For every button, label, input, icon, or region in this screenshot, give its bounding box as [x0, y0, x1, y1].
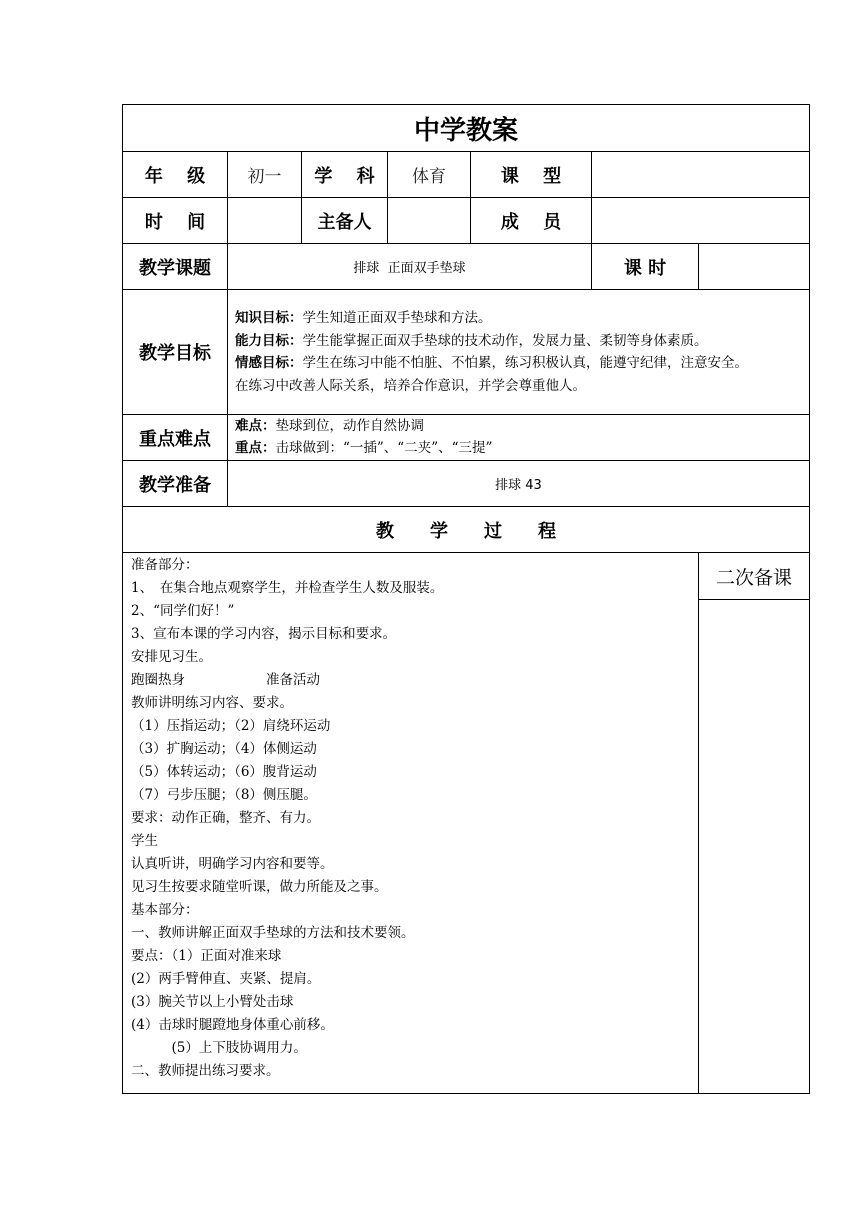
lesson-type-label: 课 型: [470, 151, 592, 198]
difficulty-label: 难点：: [235, 418, 276, 434]
process-line: (3）腕关节以上小臂处击球: [131, 994, 294, 1010]
secondary-prep-area: [698, 599, 810, 1094]
keypoints-content: [227, 414, 810, 461]
process-line: 要求：动作正确，整齐、有力。: [131, 810, 320, 826]
key-line: [235, 437, 803, 459]
process-header: 教 学 过 程: [122, 506, 810, 553]
ability-goal: [235, 330, 803, 353]
time-value: [227, 197, 302, 244]
knowledge-goal-text: 学生知道正面双手垫球和方法。: [302, 310, 492, 326]
knowledge-goal-label: 知识目标：: [235, 310, 303, 326]
process-line: 要点：（1）正面对准来球: [131, 948, 282, 964]
difficulty-line: [235, 415, 803, 437]
process-line: 跑圈热身 准备活动: [131, 672, 320, 688]
document-title: 中学教案: [122, 104, 810, 152]
process-line: (2）两手臂伸直、夹紧、提肩。: [131, 971, 321, 987]
ability-goal-text: 学生能掌握正面双手垫球的技术动作，发展力量、柔韧等身体素质。: [302, 332, 708, 349]
process-line: （1）压指运动；（2）肩绕环运动: [131, 718, 331, 734]
process-line: 教师讲明练习内容、要求。: [131, 695, 293, 711]
difficulty-text: 垫球到位，动作自然协调: [275, 418, 424, 434]
process-line: 基本部分：: [131, 902, 199, 918]
lesson-type-value: [591, 151, 810, 198]
process-line: （3）扩胸运动；（4）体侧运动: [131, 741, 317, 757]
time-label: 时 间: [122, 197, 228, 244]
subject-label: 学 科: [301, 151, 388, 198]
keypoints-label: 重点难点: [122, 414, 228, 461]
emotion-goal-text: 学生在练习中能不怕脏、不怕累，练习积极认真，能遵守纪律，注意安全。: [302, 355, 748, 371]
grade-label: 年 级: [122, 151, 228, 198]
process-line: 认真听讲，明确学习内容和要等。: [131, 856, 334, 872]
process-line: 一、教师讲解正面双手垫球的方法和技术要领。: [131, 925, 415, 941]
period-label: 课 时: [591, 243, 699, 290]
process-line: (5）上下肢协调用力。: [131, 1040, 307, 1056]
grade-value: 初一: [227, 151, 302, 198]
goals-content: [227, 289, 810, 415]
process-line: 准备部分：: [131, 557, 199, 573]
emotion-goal-continued: 在练习中改善人际关系，培养合作意识，并学会尊重他人。: [235, 377, 586, 394]
process-line: 见习生按要求随堂听课，做力所能及之事。: [131, 879, 388, 895]
goals-label: 教学目标: [122, 289, 228, 415]
process-line: 二、教师提出练习要求。: [131, 1063, 280, 1079]
process-line: (4）击球时腿蹬地身体重心前移。: [131, 1017, 334, 1033]
topic-value: 排球 正面双手垫球: [227, 243, 592, 290]
process-line: 学生: [131, 833, 158, 849]
emotion-goal-label: 情感目标：: [235, 355, 303, 371]
key-label: 重点：: [235, 440, 276, 456]
prep-value: 排球 43: [227, 460, 810, 507]
process-line: （5）体转运动；（6）腹背运动: [131, 764, 317, 780]
process-line: 1、 在集合地点观察学生，并检查学生人数及服装。: [131, 580, 444, 596]
process-lines: [131, 554, 692, 1083]
key-text: 击球做到：“一插”、“二夹”、“三提”: [275, 440, 493, 456]
emotion-goal: [235, 352, 803, 375]
ability-goal-label: 能力目标：: [235, 332, 303, 349]
members-label: 成 员: [470, 197, 592, 244]
preparer-label: 主备人: [301, 197, 388, 244]
knowledge-goal: [235, 307, 803, 330]
topic-label: 教学课题: [122, 243, 228, 290]
secondary-prep-label: 二次备课: [698, 552, 810, 600]
members-value: [591, 197, 810, 244]
process-content: [122, 552, 699, 1094]
process-line: （7）弓步压腿；（8）侧压腿。: [131, 787, 317, 803]
prep-label: 教学准备: [122, 460, 228, 507]
process-line: 安排见习生。: [131, 649, 212, 665]
preparer-value: [387, 197, 471, 244]
period-value: [698, 243, 810, 290]
process-line: 3、宣布本课的学习内容，揭示目标和要求。: [131, 626, 397, 642]
subject-value: 体育: [387, 151, 471, 198]
process-line: 2、“同学们好！”: [131, 603, 235, 619]
